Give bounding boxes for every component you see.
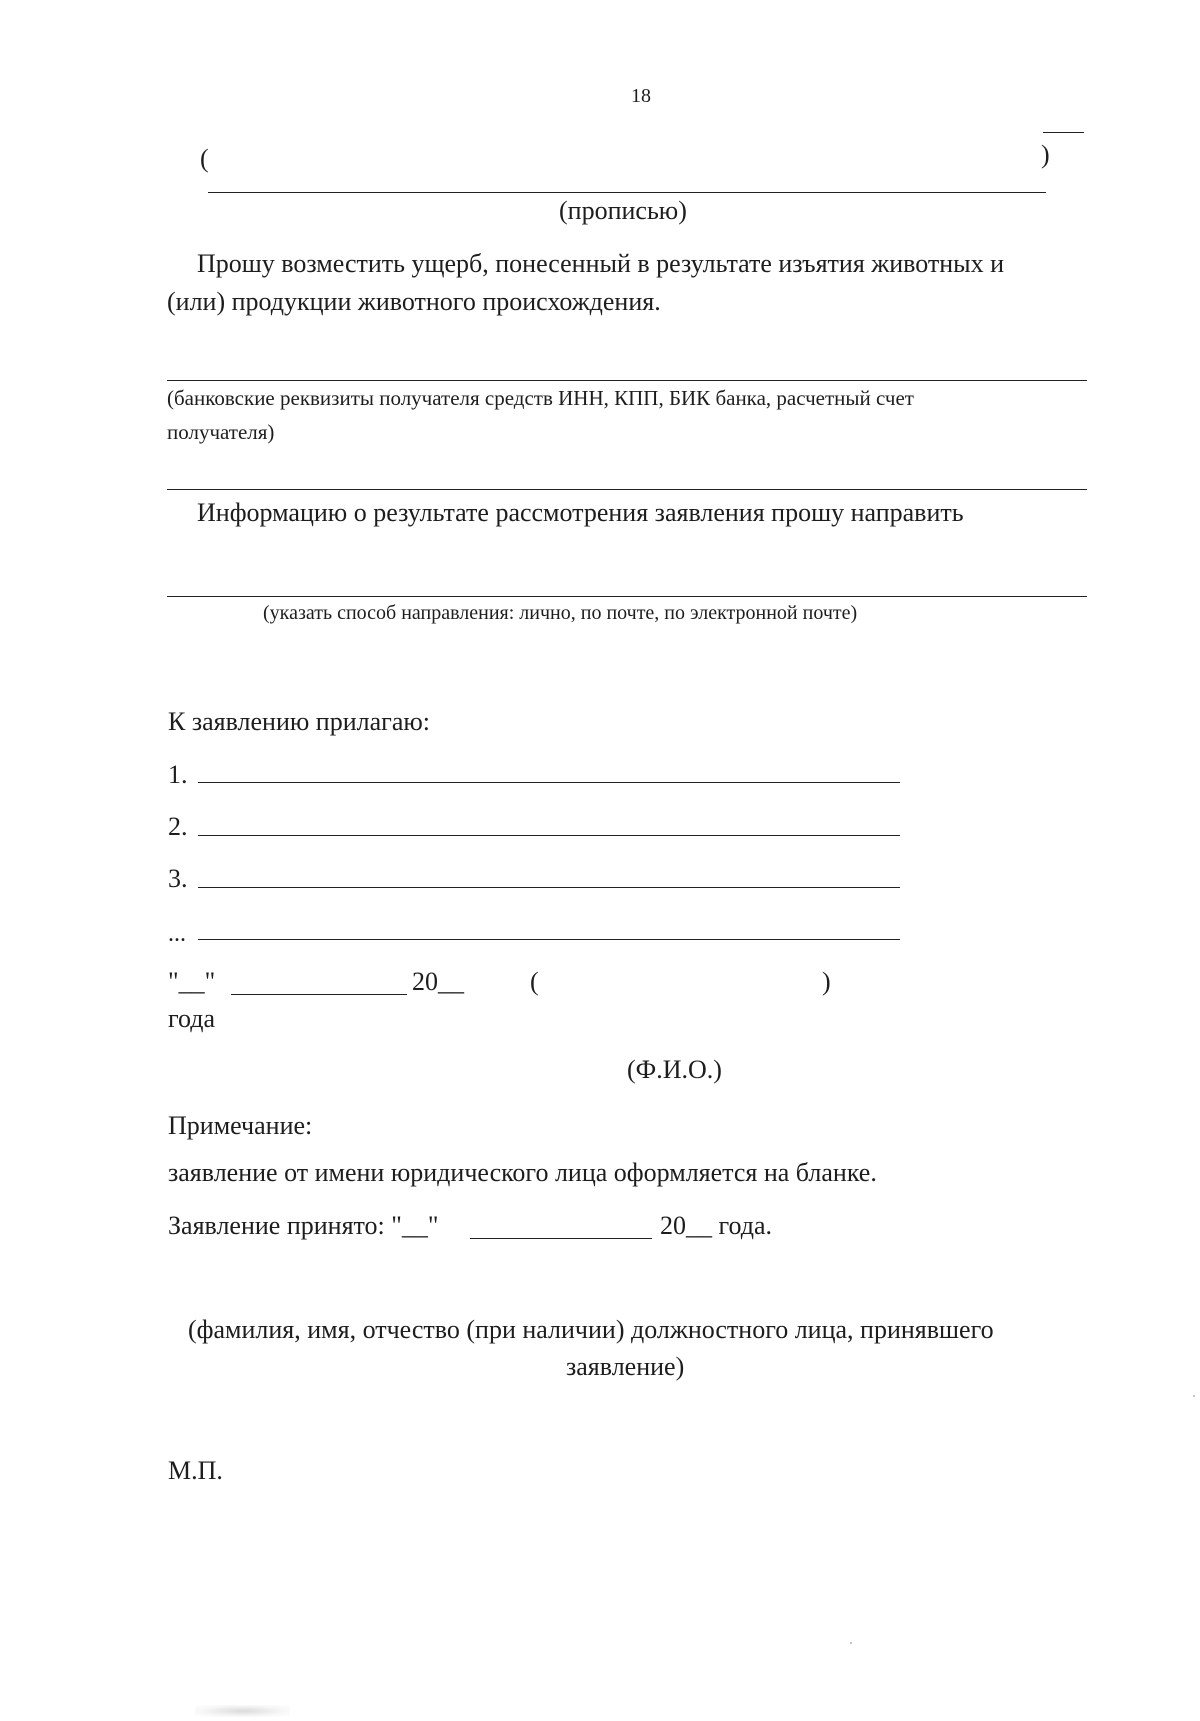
scan-dot <box>850 1642 852 1644</box>
amount-open-paren: ( <box>200 144 209 173</box>
attachment-item-number: 2. <box>168 812 188 841</box>
note-heading: Примечание: <box>168 1111 313 1140</box>
bank-details-caption-line1: (банковские реквизиты получателя средств ИНН, КПП, БИК банка, расчетный счет <box>167 386 914 410</box>
attachments-heading: К заявлению прилагаю: <box>168 707 431 736</box>
attachment-item-number: ... <box>168 921 186 947</box>
amount-caption: (прописью) <box>559 196 687 225</box>
attachment-item-line <box>198 835 900 836</box>
stamp-place-label: М.П. <box>168 1456 223 1485</box>
signature-date-month-line <box>231 994 407 995</box>
fio-caption: (Ф.И.О.) <box>627 1055 722 1084</box>
amount-top-right-line <box>1043 132 1084 133</box>
attachment-item-number: 3. <box>168 864 188 893</box>
accepted-month-line <box>470 1238 652 1239</box>
signature-date-day: "__" <box>168 967 216 996</box>
note-text: заявление от имени юридического лица оформляется на бланке. <box>168 1158 877 1187</box>
info-request-text: Информацию о результате рассмотрения заявления прошу направить <box>197 498 964 527</box>
page-number: 18 <box>631 85 651 107</box>
amount-line <box>208 192 1046 193</box>
scan-dot <box>1193 1395 1195 1397</box>
bank-details-second-line <box>167 489 1087 490</box>
delivery-method-caption: (указать способ направления: лично, по почте, по электронной почте) <box>263 602 858 624</box>
bank-details-caption-line2: получателя) <box>167 420 275 444</box>
signature-open-paren: ( <box>530 967 539 996</box>
attachment-item-line <box>198 939 900 940</box>
delivery-method-line <box>167 596 1087 597</box>
attachment-item-number: 1. <box>168 760 188 789</box>
amount-close-paren: ) <box>1041 140 1050 169</box>
accepted-year: 20__ года. <box>660 1211 773 1240</box>
official-caption-line2: заявление) <box>566 1352 685 1381</box>
signature-close-paren: ) <box>822 967 831 996</box>
attachment-item-line <box>198 782 900 783</box>
scan-smudge <box>195 1705 290 1717</box>
request-text-line1: Прошу возместить ущерб, понесенный в результате изъятия животных и <box>197 249 1005 278</box>
request-text-line2: (или) продукции животного происхождения. <box>167 287 661 316</box>
signature-date-year: 20__ <box>412 967 464 996</box>
bank-details-line <box>167 380 1087 381</box>
official-caption-line1: (фамилия, имя, отчество (при наличии) должностного лица, принявшего <box>188 1315 994 1344</box>
signature-year-word: года <box>168 1004 216 1033</box>
attachment-item-line <box>198 887 900 888</box>
accepted-label: Заявление принято: "__" <box>168 1211 439 1240</box>
